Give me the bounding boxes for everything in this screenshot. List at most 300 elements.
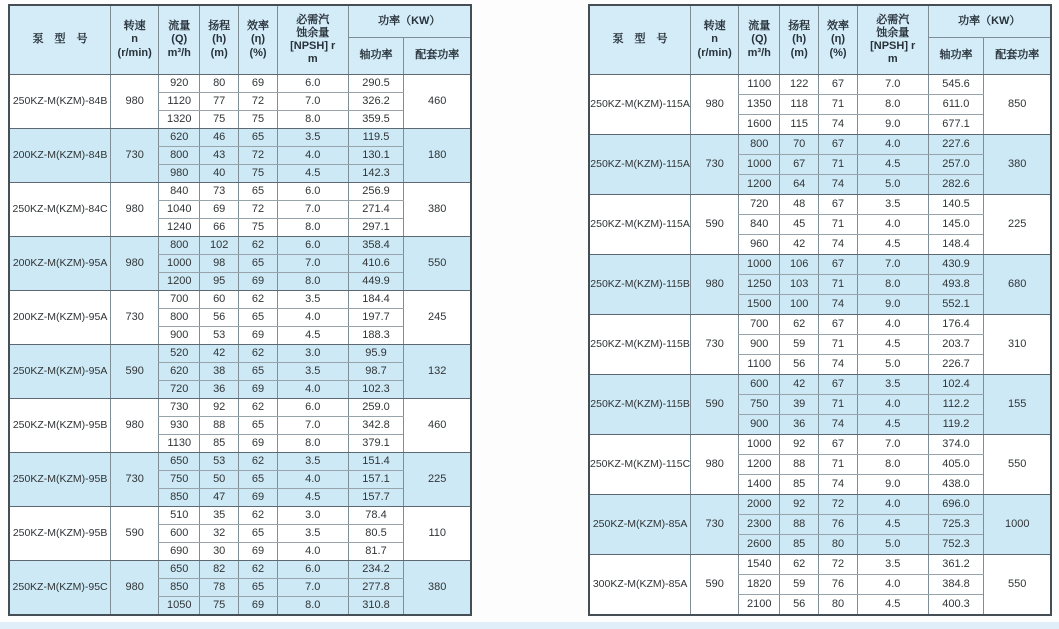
shaft-power-cell: 95.9 <box>348 345 404 363</box>
model-cell: 250KZ-M(KZM)-115A <box>589 75 691 135</box>
header-flow <box>159 5 200 75</box>
shaft-power-cell: 226.7 <box>928 355 984 375</box>
efficiency-cell: 75 <box>239 219 278 237</box>
shaft-power-cell: 203.7 <box>928 335 984 355</box>
head-cell: 70 <box>780 135 819 155</box>
head-cell: 56 <box>780 595 819 616</box>
header-npsh-line: 蚀余量 <box>296 26 330 39</box>
shaft-power-cell: 282.6 <box>928 175 984 195</box>
flow-cell: 720 <box>739 195 780 215</box>
efficiency-cell: 62 <box>239 561 278 579</box>
shaft-power-cell: 145.0 <box>928 215 984 235</box>
head-cell: 92 <box>200 399 239 417</box>
header-efficiency <box>239 5 278 75</box>
header-efficiency-line: (η) <box>250 33 266 46</box>
speed-cell: 980 <box>691 255 739 315</box>
flow-cell: 2600 <box>739 535 780 555</box>
efficiency-cell: 71 <box>819 275 858 295</box>
shaft-power-cell: 752.3 <box>928 535 984 555</box>
shaft-power-cell: 157.7 <box>348 489 404 507</box>
npsh-cell: 7.0 <box>857 75 928 95</box>
efficiency-cell: 76 <box>819 515 858 535</box>
efficiency-cell: 65 <box>239 525 278 543</box>
speed-cell: 730 <box>111 129 159 183</box>
header-power-group-line: 功率（KW） <box>378 14 441 27</box>
matched-power-cell: 460 <box>404 75 471 129</box>
efficiency-cell: 71 <box>819 155 858 175</box>
head-cell: 85 <box>200 435 239 453</box>
header-flow <box>739 5 780 75</box>
speed-cell: 730 <box>691 315 739 375</box>
head-cell: 42 <box>780 375 819 395</box>
header-shaft-power <box>348 38 404 75</box>
shaft-power-cell: 271.4 <box>348 201 404 219</box>
matched-power-cell: 245 <box>404 291 471 345</box>
head-cell: 75 <box>200 111 239 129</box>
head-cell: 69 <box>200 201 239 219</box>
head-cell: 66 <box>200 219 239 237</box>
speed-cell: 980 <box>111 237 159 291</box>
flow-cell: 800 <box>159 309 200 327</box>
speed-cell: 590 <box>691 555 739 616</box>
head-cell: 115 <box>780 115 819 135</box>
header-matched-power <box>404 38 471 75</box>
efficiency-cell: 74 <box>819 355 858 375</box>
efficiency-cell: 71 <box>819 335 858 355</box>
flow-cell: 2100 <box>739 595 780 616</box>
header-speed-line: (r/min) <box>117 46 152 59</box>
shaft-power-cell: 361.2 <box>928 555 984 575</box>
shaft-power-cell: 725.3 <box>928 515 984 535</box>
header-power-group <box>348 5 471 38</box>
shaft-power-cell: 400.3 <box>928 595 984 616</box>
flow-cell: 1820 <box>739 575 780 595</box>
head-cell: 78 <box>200 579 239 597</box>
flow-cell: 1000 <box>739 155 780 175</box>
shaft-power-cell: 259.0 <box>348 399 404 417</box>
head-cell: 62 <box>780 315 819 335</box>
head-cell: 85 <box>780 475 819 495</box>
header-speed-line: 转速 <box>703 20 726 33</box>
header-efficiency-line: (%) <box>829 46 847 59</box>
shaft-power-cell: 78.4 <box>348 507 404 525</box>
head-cell: 106 <box>780 255 819 275</box>
flow-cell: 1540 <box>739 555 780 575</box>
model-cell: 200KZ-M(KZM)-84B <box>9 129 111 183</box>
flow-cell: 1000 <box>739 255 780 275</box>
npsh-cell: 6.0 <box>277 561 348 579</box>
shaft-power-cell: 102.4 <box>928 375 984 395</box>
header-matched-power <box>984 38 1051 75</box>
flow-cell: 1250 <box>739 275 780 295</box>
npsh-cell: 4.5 <box>857 595 928 616</box>
npsh-cell: 5.0 <box>857 535 928 555</box>
speed-cell: 730 <box>111 291 159 345</box>
shaft-power-cell: 176.4 <box>928 315 984 335</box>
head-cell: 42 <box>780 235 819 255</box>
header-efficiency-line: (η) <box>830 33 846 46</box>
npsh-cell: 4.0 <box>277 381 348 399</box>
flow-cell: 960 <box>739 235 780 255</box>
shaft-power-cell: 326.2 <box>348 93 404 111</box>
flow-cell: 720 <box>159 381 200 399</box>
head-cell: 39 <box>780 395 819 415</box>
shaft-power-cell: 197.7 <box>348 309 404 327</box>
npsh-cell: 3.0 <box>277 345 348 363</box>
header-npsh-line: 必需汽 <box>296 13 330 26</box>
npsh-cell: 9.0 <box>857 295 928 315</box>
flow-cell: 1000 <box>159 255 200 273</box>
speed-cell: 730 <box>691 135 739 195</box>
npsh-cell: 8.0 <box>857 455 928 475</box>
efficiency-cell: 67 <box>819 195 858 215</box>
model-cell: 250KZ-M(KZM)-84C <box>9 183 111 237</box>
efficiency-cell: 65 <box>239 363 278 381</box>
model-cell: 250KZ-M(KZM)-115A <box>589 195 691 255</box>
npsh-cell: 4.5 <box>857 155 928 175</box>
header-speed <box>111 5 159 75</box>
flow-cell: 850 <box>159 489 200 507</box>
header-npsh <box>277 5 348 75</box>
shaft-power-cell: 545.6 <box>928 75 984 95</box>
flow-cell: 1000 <box>739 435 780 455</box>
header-flow-line: 流量 <box>748 20 771 33</box>
npsh-cell: 9.0 <box>857 475 928 495</box>
header-flow-line: (Q) <box>171 33 188 46</box>
flow-cell: 600 <box>739 375 780 395</box>
head-cell: 36 <box>780 415 819 435</box>
head-cell: 100 <box>780 295 819 315</box>
flow-cell: 920 <box>159 75 200 93</box>
flow-cell: 2300 <box>739 515 780 535</box>
efficiency-cell: 76 <box>819 575 858 595</box>
shaft-power-cell: 438.0 <box>928 475 984 495</box>
efficiency-cell: 62 <box>239 507 278 525</box>
head-cell: 62 <box>780 555 819 575</box>
header-head-line: 扬程 <box>208 20 231 33</box>
npsh-cell: 8.0 <box>277 111 348 129</box>
bottom-strip <box>0 622 1059 629</box>
header-matched-power-line: 配套功率 <box>415 49 460 62</box>
matched-power-cell: 380 <box>404 183 471 237</box>
efficiency-cell: 69 <box>239 327 278 345</box>
npsh-cell: 9.0 <box>857 115 928 135</box>
speed-cell: 980 <box>111 75 159 129</box>
head-cell: 88 <box>780 515 819 535</box>
header-pump-model-line: 泵 型 号 <box>32 33 88 46</box>
head-cell: 56 <box>780 355 819 375</box>
header-npsh-line: m <box>307 53 318 66</box>
header-speed-line: n <box>711 33 719 46</box>
head-cell: 118 <box>780 95 819 115</box>
npsh-cell: 4.5 <box>277 327 348 345</box>
efficiency-cell: 69 <box>239 597 278 616</box>
npsh-cell: 8.0 <box>277 597 348 616</box>
model-cell: 250KZ-M(KZM)-95B <box>9 453 111 507</box>
efficiency-cell: 65 <box>239 309 278 327</box>
model-cell: 200KZ-M(KZM)-95A <box>9 291 111 345</box>
flow-cell: 650 <box>159 453 200 471</box>
npsh-cell: 3.5 <box>277 363 348 381</box>
npsh-cell: 8.0 <box>857 95 928 115</box>
flow-cell: 1320 <box>159 111 200 129</box>
model-cell: 300KZ-M(KZM)-85A <box>589 555 691 616</box>
header-speed-line: (r/min) <box>697 46 732 59</box>
flow-cell: 730 <box>159 399 200 417</box>
speed-cell: 590 <box>111 345 159 399</box>
head-cell: 35 <box>200 507 239 525</box>
efficiency-cell: 72 <box>239 201 278 219</box>
flow-cell: 700 <box>159 291 200 309</box>
speed-cell: 980 <box>111 183 159 237</box>
header-shaft-power-line: 轴功率 <box>939 49 973 62</box>
shaft-power-cell: 405.0 <box>928 455 984 475</box>
speed-cell: 590 <box>691 375 739 435</box>
efficiency-cell: 67 <box>819 135 858 155</box>
flow-cell: 900 <box>739 415 780 435</box>
efficiency-cell: 69 <box>239 75 278 93</box>
efficiency-cell: 72 <box>239 93 278 111</box>
npsh-cell: 3.5 <box>277 453 348 471</box>
efficiency-cell: 74 <box>819 475 858 495</box>
npsh-cell: 3.5 <box>277 129 348 147</box>
efficiency-cell: 65 <box>239 183 278 201</box>
efficiency-cell: 67 <box>819 255 858 275</box>
efficiency-cell: 67 <box>819 375 858 395</box>
shaft-power-cell: 80.5 <box>348 525 404 543</box>
shaft-power-cell: 188.3 <box>348 327 404 345</box>
matched-power-cell: 460 <box>404 399 471 453</box>
efficiency-cell: 62 <box>239 453 278 471</box>
header-shaft-power-line: 轴功率 <box>359 49 393 62</box>
header-npsh-line: [NPSH] r <box>870 40 916 52</box>
header-head-line: (m) <box>210 46 228 59</box>
model-cell: 250KZ-M(KZM)-95C <box>9 561 111 616</box>
npsh-cell: 4.0 <box>857 135 928 155</box>
npsh-cell: 4.5 <box>857 515 928 535</box>
model-cell: 250KZ-M(KZM)-95B <box>9 507 111 561</box>
model-cell: 250KZ-M(KZM)-85A <box>589 495 691 555</box>
speed-cell: 730 <box>111 453 159 507</box>
shaft-power-cell: 142.3 <box>348 165 404 183</box>
flow-cell: 1130 <box>159 435 200 453</box>
head-cell: 42 <box>200 345 239 363</box>
shaft-power-cell: 358.4 <box>348 237 404 255</box>
npsh-cell: 4.5 <box>277 165 348 183</box>
shaft-power-cell: 290.5 <box>348 75 404 93</box>
npsh-cell: 4.0 <box>277 471 348 489</box>
header-head-line: (h) <box>212 33 227 46</box>
npsh-cell: 4.0 <box>277 543 348 561</box>
flow-cell: 1100 <box>739 355 780 375</box>
efficiency-cell: 65 <box>239 129 278 147</box>
head-cell: 36 <box>200 381 239 399</box>
npsh-cell: 3.5 <box>857 195 928 215</box>
flow-cell: 1500 <box>739 295 780 315</box>
flow-cell: 800 <box>159 147 200 165</box>
efficiency-cell: 65 <box>239 471 278 489</box>
shaft-power-cell: 119.5 <box>348 129 404 147</box>
model-cell: 250KZ-M(KZM)-95B <box>9 399 111 453</box>
model-cell: 250KZ-M(KZM)-115B <box>589 375 691 435</box>
shaft-power-cell: 151.4 <box>348 453 404 471</box>
npsh-cell: 4.5 <box>857 235 928 255</box>
matched-power-cell: 110 <box>404 507 471 561</box>
shaft-power-cell: 552.1 <box>928 295 984 315</box>
flow-cell: 1400 <box>739 475 780 495</box>
head-cell: 59 <box>780 335 819 355</box>
flow-cell: 980 <box>159 165 200 183</box>
matched-power-cell: 1000 <box>984 495 1051 555</box>
head-cell: 59 <box>780 575 819 595</box>
flow-cell: 510 <box>159 507 200 525</box>
npsh-cell: 6.0 <box>277 183 348 201</box>
efficiency-cell: 62 <box>239 237 278 255</box>
efficiency-cell: 71 <box>819 95 858 115</box>
efficiency-cell: 80 <box>819 595 858 616</box>
flow-cell: 600 <box>159 525 200 543</box>
header-power-group <box>928 5 1051 38</box>
shaft-power-cell: 410.6 <box>348 255 404 273</box>
shaft-power-cell: 374.0 <box>928 435 984 455</box>
header-shaft-power <box>928 38 984 75</box>
head-cell: 80 <box>200 75 239 93</box>
flow-cell: 1200 <box>739 455 780 475</box>
shaft-power-cell: 256.9 <box>348 183 404 201</box>
shaft-power-cell: 379.1 <box>348 435 404 453</box>
head-cell: 53 <box>200 327 239 345</box>
header-pump-model-line: 泵 型 号 <box>612 33 668 46</box>
npsh-cell: 5.0 <box>857 175 928 195</box>
speed-cell: 980 <box>691 435 739 495</box>
head-cell: 50 <box>200 471 239 489</box>
head-cell: 95 <box>200 273 239 291</box>
header-efficiency-line: 效率 <box>826 20 849 33</box>
head-cell: 67 <box>780 155 819 175</box>
flow-cell: 2000 <box>739 495 780 515</box>
shaft-power-cell: 140.5 <box>928 195 984 215</box>
flow-cell: 800 <box>739 135 780 155</box>
head-cell: 75 <box>200 597 239 616</box>
flow-cell: 1600 <box>739 115 780 135</box>
flow-cell: 690 <box>159 543 200 561</box>
shaft-power-cell: 112.2 <box>928 395 984 415</box>
header-npsh-line: 必需汽 <box>876 13 910 26</box>
matched-power-cell: 550 <box>984 435 1051 495</box>
flow-cell: 850 <box>159 579 200 597</box>
flow-cell: 520 <box>159 345 200 363</box>
npsh-cell: 7.0 <box>277 255 348 273</box>
header-efficiency-line: (%) <box>249 46 267 59</box>
speed-cell: 590 <box>111 507 159 561</box>
head-cell: 103 <box>780 275 819 295</box>
flow-cell: 1040 <box>159 201 200 219</box>
efficiency-cell: 74 <box>819 115 858 135</box>
flow-cell: 900 <box>159 327 200 345</box>
npsh-cell: 7.0 <box>277 579 348 597</box>
flow-cell: 1120 <box>159 93 200 111</box>
shaft-power-cell: 677.1 <box>928 115 984 135</box>
header-flow-line: m³/h <box>747 46 771 59</box>
efficiency-cell: 62 <box>239 399 278 417</box>
npsh-cell: 3.5 <box>857 375 928 395</box>
matched-power-cell: 380 <box>984 135 1051 195</box>
head-cell: 92 <box>780 435 819 455</box>
efficiency-cell: 72 <box>819 495 858 515</box>
efficiency-cell: 75 <box>239 165 278 183</box>
shaft-power-cell: 310.8 <box>348 597 404 616</box>
shaft-power-cell: 157.1 <box>348 471 404 489</box>
shaft-power-cell: 449.9 <box>348 273 404 291</box>
header-head-line: (m) <box>790 46 808 59</box>
header-npsh-line: 蚀余量 <box>876 26 910 39</box>
shaft-power-cell: 297.1 <box>348 219 404 237</box>
model-cell: 250KZ-M(KZM)-115B <box>589 315 691 375</box>
header-npsh-line: m <box>887 53 898 66</box>
npsh-cell: 4.0 <box>857 495 928 515</box>
npsh-cell: 4.5 <box>857 415 928 435</box>
head-cell: 40 <box>200 165 239 183</box>
header-pump-model <box>9 5 111 75</box>
head-cell: 48 <box>780 195 819 215</box>
head-cell: 32 <box>200 525 239 543</box>
efficiency-cell: 67 <box>819 75 858 95</box>
header-matched-power-line: 配套功率 <box>995 49 1040 62</box>
matched-power-cell: 680 <box>984 255 1051 315</box>
head-cell: 98 <box>200 255 239 273</box>
model-cell: 250KZ-M(KZM)-95A <box>9 345 111 399</box>
header-power-group-line: 功率（KW） <box>958 14 1021 27</box>
header-head <box>780 5 819 75</box>
speed-cell: 590 <box>691 195 739 255</box>
shaft-power-cell: 234.2 <box>348 561 404 579</box>
npsh-cell: 3.0 <box>277 507 348 525</box>
head-cell: 46 <box>200 129 239 147</box>
model-cell: 250KZ-M(KZM)-84B <box>9 75 111 129</box>
header-flow-line: (Q) <box>751 33 768 46</box>
flow-cell: 1240 <box>159 219 200 237</box>
efficiency-cell: 71 <box>819 455 858 475</box>
head-cell: 73 <box>200 183 239 201</box>
efficiency-cell: 80 <box>819 535 858 555</box>
npsh-cell: 8.0 <box>277 435 348 453</box>
matched-power-cell: 155 <box>984 375 1051 435</box>
shaft-power-cell: 277.8 <box>348 579 404 597</box>
flow-cell: 1200 <box>739 175 780 195</box>
matched-power-cell: 225 <box>404 453 471 507</box>
head-cell: 64 <box>780 175 819 195</box>
efficiency-cell: 71 <box>819 215 858 235</box>
shaft-power-cell: 384.8 <box>928 575 984 595</box>
npsh-cell: 7.0 <box>277 201 348 219</box>
efficiency-cell: 62 <box>239 291 278 309</box>
efficiency-cell: 74 <box>819 415 858 435</box>
npsh-cell: 5.0 <box>857 355 928 375</box>
head-cell: 122 <box>780 75 819 95</box>
efficiency-cell: 75 <box>239 111 278 129</box>
efficiency-cell: 65 <box>239 417 278 435</box>
head-cell: 45 <box>780 215 819 235</box>
header-head <box>200 5 239 75</box>
shaft-power-cell: 342.8 <box>348 417 404 435</box>
efficiency-cell: 71 <box>819 395 858 415</box>
head-cell: 85 <box>780 535 819 555</box>
efficiency-cell: 67 <box>819 315 858 335</box>
npsh-cell: 6.0 <box>277 237 348 255</box>
flow-cell: 900 <box>739 335 780 355</box>
npsh-cell: 6.0 <box>277 399 348 417</box>
matched-power-cell: 850 <box>984 75 1051 135</box>
